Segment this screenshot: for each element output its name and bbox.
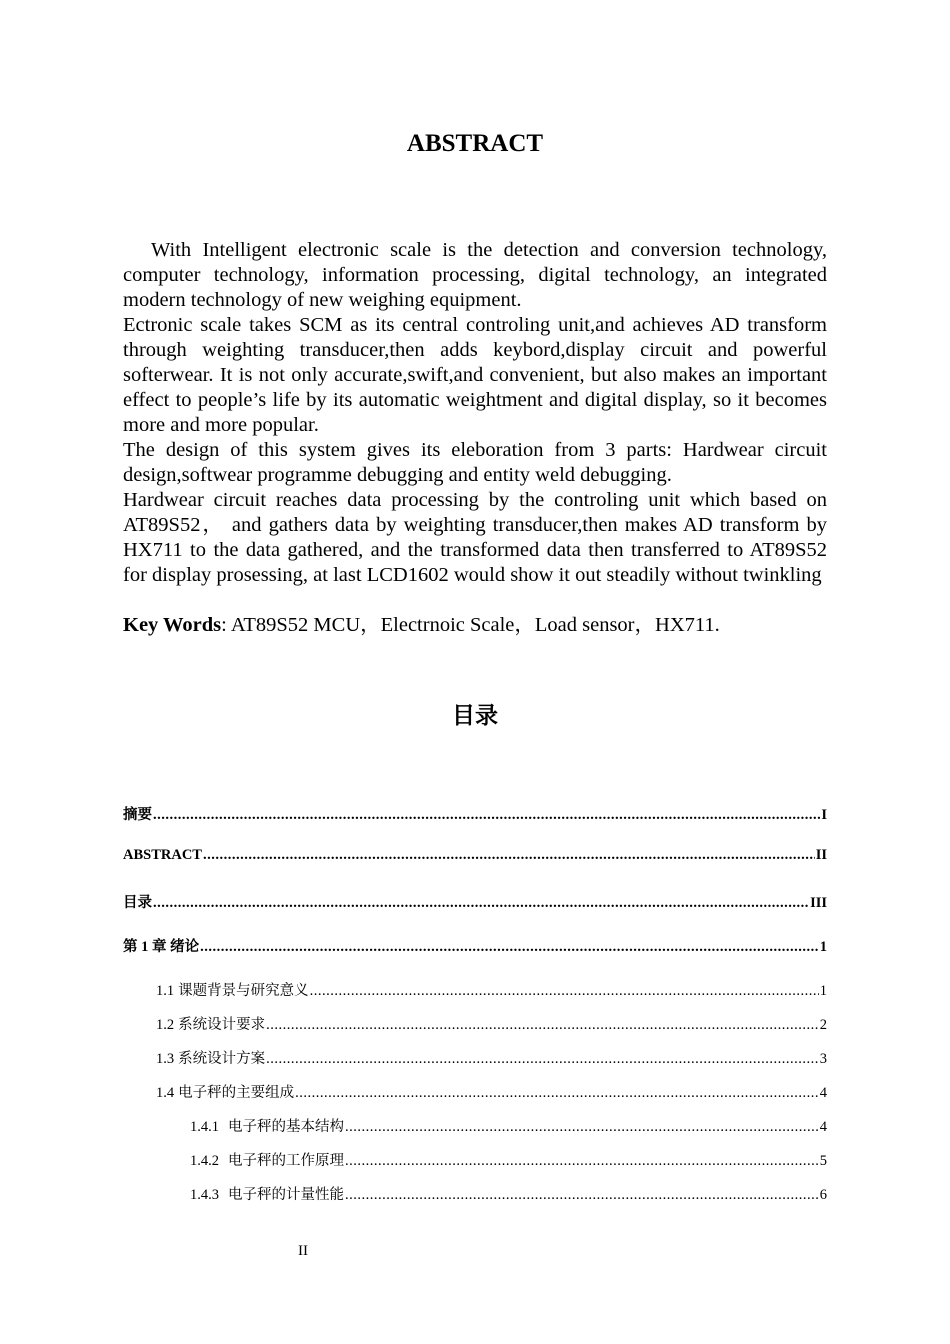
toc-entry[interactable]: [156, 1013, 827, 1034]
toc-entry-label: [190, 1149, 344, 1170]
toc-leader-dots: [200, 939, 819, 956]
toc-entry-number: 1.3: [156, 1051, 175, 1067]
toc-entry-page: 4: [819, 1119, 827, 1135]
toc-entry-number: 1.1: [156, 983, 175, 999]
toc-entry-text: 电子秤的主要组成: [178, 1085, 295, 1101]
toc-entry-page: II: [815, 847, 827, 863]
toc-entry-number: 1.4.1: [190, 1119, 219, 1135]
toc-leader-dots: [266, 1051, 819, 1068]
toc-entry-text: 系统设计方案: [178, 1051, 266, 1067]
toc-entry-text: 电子秤的工作原理: [228, 1153, 344, 1169]
keywords-label: Key Words: [123, 614, 222, 636]
toc-entry-label: [190, 1183, 344, 1204]
toc-entry[interactable]: [123, 935, 827, 956]
toc-leader-dots: [203, 847, 815, 864]
toc-entry-number: 1.2: [156, 1017, 175, 1033]
toc-entry[interactable]: [190, 1149, 827, 1170]
toc-leader-dots: [153, 895, 809, 912]
abstract-title: ABSTRACT: [406, 130, 544, 157]
abstract-paragraph-1: With Intelligent electronic scale is the detection and conversion technology, computer technology, information processing, digital technology, an integrated modern technology of new weighing equipment.: [123, 239, 827, 311]
toc-entry-page: 6: [819, 1187, 827, 1203]
toc-entry-page: 1: [819, 983, 827, 999]
toc-entry-label: ABSTRACT: [123, 847, 202, 863]
toc-entry-label: [156, 1013, 265, 1034]
toc-entry-page: 4: [819, 1085, 827, 1101]
toc-entry-label: [156, 979, 309, 1000]
toc-leader-dots: [345, 1187, 819, 1204]
toc-entry[interactable]: [156, 1047, 827, 1068]
abstract-paragraph-2: Ectronic scale takes SCM as its central controling unit,and achieves AD transform through weighting transducer,then adds keybord,display circuit and powerful softerwear. It is not only accurate,swift,and convenient, but also makes an important effect to people’s life by its automatic weightment and digital display, so it becomes more and more popular.: [123, 314, 827, 436]
toc-leader-dots: [295, 1085, 819, 1102]
keywords-text: : AT89S52 MCU，Electrnoic Scale，Load sensor，HX711.: [221, 614, 720, 636]
toc-entry[interactable]: [190, 1183, 827, 1204]
toc-entry-label: [156, 1081, 294, 1102]
toc-entry[interactable]: [123, 803, 827, 824]
abstract-body: [123, 238, 827, 638]
toc-entry-label: 第 1 章 绪论: [123, 939, 200, 955]
toc-leader-dots: [153, 807, 820, 824]
toc-entry[interactable]: [156, 979, 827, 1000]
toc-leader-dots: [310, 983, 819, 1000]
toc-entry-page: 1: [819, 939, 827, 955]
toc-entry-page: 2: [819, 1017, 827, 1033]
abstract-paragraph-4: Hardwear circuit reaches data processing by the controling unit which based on AT89S52， and gathers data by weighting transducer,then makes AD transform by HX711 to the data gathered, and the transformed data then transferred to AT89S52 for display prosessing, at last LCD1602 would show it out steadily without twinkling: [123, 489, 827, 586]
toc-entry-label: 摘要: [123, 807, 152, 823]
toc-entry-number: 1.4.2: [190, 1153, 219, 1169]
toc-entry-text: 电子秤的计量性能: [228, 1187, 344, 1203]
toc-entry-label: [190, 1115, 344, 1136]
toc-entry-page: 5: [819, 1153, 827, 1169]
toc-leader-dots: [345, 1153, 819, 1170]
toc-entry[interactable]: [123, 891, 827, 912]
toc-entry-label: [156, 1047, 265, 1068]
toc-entry-page: III: [810, 895, 827, 911]
toc-entry-text: 电子秤的基本结构: [228, 1119, 344, 1135]
toc-leader-dots: [345, 1119, 819, 1136]
page-number: II: [298, 1243, 308, 1259]
toc-entry[interactable]: [123, 847, 827, 864]
toc-entry[interactable]: [190, 1115, 827, 1136]
toc-entry-number: 1.4.3: [190, 1187, 219, 1203]
toc-entry-text: 课题背景与研究意义: [178, 983, 309, 999]
toc-entry-text: 系统设计要求: [178, 1017, 266, 1033]
toc-entry-number: 1.4: [156, 1085, 175, 1101]
toc-entry-page: 3: [819, 1051, 827, 1067]
toc-title: 目录: [452, 703, 498, 729]
toc-leader-dots: [266, 1017, 819, 1034]
keywords-line: [123, 613, 827, 638]
toc-entry-page: I: [821, 807, 827, 823]
toc-entry-label: 目录: [123, 895, 152, 911]
abstract-paragraph-3: The design of this system gives its eleboration from 3 parts: Hardwear circuit design,softwear programme debugging and entity weld debugging.: [123, 439, 827, 486]
toc-entry[interactable]: [156, 1081, 827, 1102]
